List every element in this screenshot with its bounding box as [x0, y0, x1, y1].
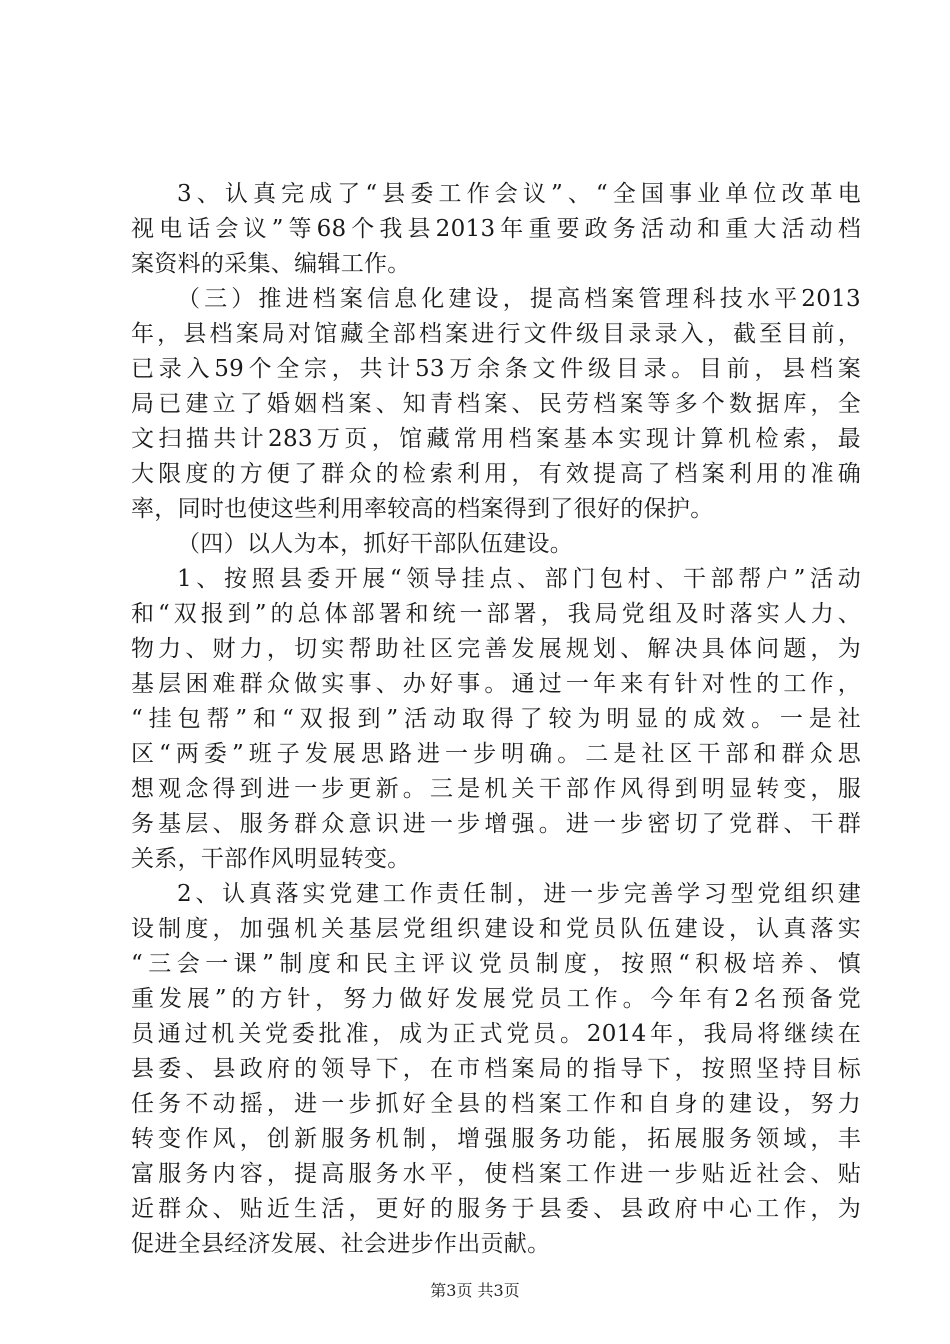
text-line: 1、按照县委开展“领导挂点、部门包村、干部帮户”活动 [177, 566, 861, 592]
text-line: 案资料的采集、编辑工作。 [131, 251, 411, 277]
text-line: 富服务内容，提高服务水平，使档案工作进一步贴近社会、贴 [131, 1161, 861, 1187]
text-line: 重发展”的方针，努力做好发展党员工作。今年有2名预备党 [131, 986, 861, 1012]
text-line: 视电话会议”等68个我县2013年重要政务活动和重大活动档 [131, 216, 861, 242]
text-line: 关系，干部作风明显转变。 [131, 846, 411, 872]
text-line: 促进全县经济发展、社会进步作出贡献。 [131, 1231, 551, 1257]
text-line: 大限度的方便了群众的检索利用，有效提高了档案利用的准确 [131, 461, 861, 487]
text-line: 2、认真落实党建工作责任制，进一步完善学习型党组织建 [177, 881, 861, 907]
page-number-footer: 第3页 共3页 [430, 1281, 520, 1300]
text-line: 文扫描共计283万页，馆藏常用档案基本实现计算机检索，最 [131, 426, 861, 452]
text-line: 县委、县政府的领导下，在市档案局的指导下，按照坚持目标 [131, 1056, 861, 1082]
text-line: 率，同时也使这些利用率较高的档案得到了很好的保护。 [131, 496, 714, 522]
text-line: 员通过机关党委批准，成为正式党员。2014年，我局将继续在 [131, 1021, 861, 1047]
text-line: 近群众、贴近生活，更好的服务于县委、县政府中心工作，为 [131, 1196, 861, 1222]
text-line: 转变作风，创新服务机制，增强服务功能，拓展服务领域，丰 [131, 1126, 861, 1152]
text-line: 已录入59个全宗，共计53万余条文件级目录。目前，县档案 [131, 356, 861, 382]
text-line: 年，县档案局对馆藏全部档案进行文件级目录录入，截至目前， [131, 321, 861, 347]
text-line: “挂包帮”和“双报到”活动取得了较为明显的成效。一是社 [131, 706, 861, 732]
text-line: 3、认真完成了“县委工作会议”、“全国事业单位改革电 [177, 181, 861, 207]
text-line: 任务不动摇，进一步抓好全县的档案工作和自身的建设，努力 [131, 1091, 861, 1117]
text-line: 和“双报到”的总体部署和统一部署，我局党组及时落实人力、 [131, 601, 861, 627]
text-line: 务基层、服务群众意识进一步增强。进一步密切了党群、干群 [131, 811, 861, 837]
text-line: “三会一课”制度和民主评议党员制度，按照“积极培养、慎 [131, 951, 861, 977]
text-line: 物力、财力，切实帮助社区完善发展规划、解决具体问题，为 [131, 636, 861, 662]
document-body [131, 177, 861, 1262]
text-line: （三）推进档案信息化建设，提高档案管理科技水平2013 [177, 286, 861, 312]
text-line: 区“两委”班子发展思路进一步明确。二是社区干部和群众思 [131, 741, 861, 767]
text-line: 局已建立了婚姻档案、知青档案、民劳档案等多个数据库，全 [131, 391, 861, 417]
text-line: 设制度，加强机关基层党组织建设和党员队伍建设，认真落实 [131, 916, 861, 942]
text-line: 想观念得到进一步更新。三是机关干部作风得到明显转变，服 [131, 776, 861, 802]
text-line: （四）以人为本，抓好干部队伍建设。 [177, 531, 574, 557]
text-line: 基层困难群众做实事、办好事。通过一年来有针对性的工作， [131, 671, 861, 697]
